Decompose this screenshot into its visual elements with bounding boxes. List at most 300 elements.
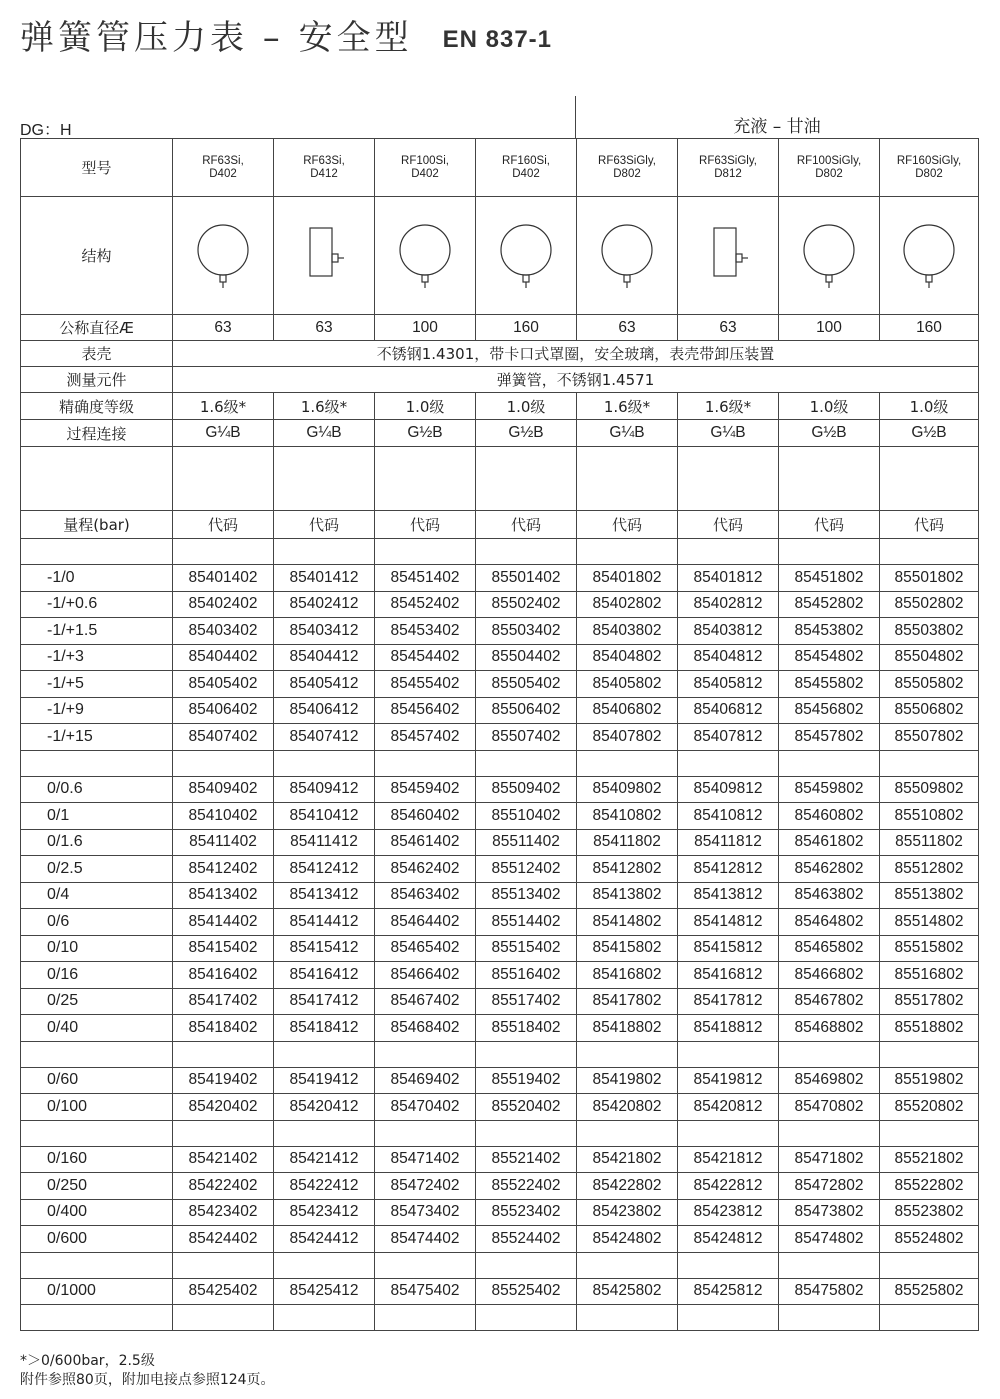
element-row — [21, 367, 979, 393]
product-code: 85413802 — [577, 882, 678, 909]
range-value: 0/0.6 — [21, 776, 173, 803]
diameter-value: 63 — [173, 315, 274, 341]
product-code: 85473802 — [779, 1199, 880, 1226]
accuracy-value: 1.0级 — [476, 393, 577, 420]
table-row — [21, 1278, 979, 1305]
product-code: 85474402 — [375, 1226, 476, 1253]
model-name: RF63SiGly, — [598, 154, 656, 167]
accuracy-value: 1.0级 — [779, 393, 880, 420]
product-code: 85525802 — [880, 1278, 979, 1305]
empty-cell — [678, 750, 779, 776]
code-header: 代码 — [476, 511, 577, 539]
product-code: 85523802 — [880, 1199, 979, 1226]
product-code: 85414412 — [274, 909, 375, 936]
product-code: 85464402 — [375, 909, 476, 936]
product-code: 85425802 — [577, 1278, 678, 1305]
product-code: 85406402 — [173, 697, 274, 724]
product-code: 85413812 — [678, 882, 779, 909]
empty-cell — [779, 1252, 880, 1278]
table-row — [21, 1094, 979, 1121]
product-code: 85404812 — [678, 644, 779, 671]
product-code: 85418802 — [577, 1015, 678, 1042]
table-row — [21, 1199, 979, 1226]
range-value: 0/600 — [21, 1226, 173, 1253]
product-code: 85422812 — [678, 1173, 779, 1200]
product-code: 85517402 — [476, 988, 577, 1015]
product-code: 85451402 — [375, 565, 476, 592]
product-code: 85525402 — [476, 1278, 577, 1305]
product-code: 85470402 — [375, 1094, 476, 1121]
empty-cell — [274, 1041, 375, 1067]
product-code: 85418402 — [173, 1015, 274, 1042]
table-row — [21, 565, 979, 592]
product-code: 85416802 — [577, 962, 678, 989]
product-code: 85415412 — [274, 935, 375, 962]
product-code: 85404802 — [577, 644, 678, 671]
product-code: 85455802 — [779, 671, 880, 698]
gauge-round-bottom-icon — [899, 218, 959, 294]
product-code: 85519402 — [476, 1067, 577, 1094]
empty-cell — [375, 447, 476, 511]
table-row — [21, 988, 979, 1015]
product-code: 85461802 — [779, 829, 880, 856]
table-row — [21, 1067, 979, 1094]
empty-cell — [21, 1252, 173, 1278]
connection-value: G½B — [375, 420, 476, 447]
product-code: 85469402 — [375, 1067, 476, 1094]
code-header: 代码 — [375, 511, 476, 539]
product-code: 85452402 — [375, 591, 476, 618]
product-code: 85421402 — [173, 1146, 274, 1173]
product-code: 85510402 — [476, 803, 577, 830]
structure-cell — [577, 197, 678, 315]
connection-value: G¼B — [274, 420, 375, 447]
model-code: D412 — [310, 167, 338, 180]
product-code: 85415402 — [173, 935, 274, 962]
product-code: 85409402 — [173, 776, 274, 803]
spacer-row — [21, 1120, 979, 1146]
accuracy-value: 1.0级 — [880, 393, 979, 420]
spacer-row — [21, 750, 979, 776]
product-code: 85421812 — [678, 1146, 779, 1173]
product-code: 85416402 — [173, 962, 274, 989]
product-code: 85411412 — [274, 829, 375, 856]
product-code: 85455402 — [375, 671, 476, 698]
range-value: 0/160 — [21, 1146, 173, 1173]
empty-cell — [476, 539, 577, 565]
product-code: 85411802 — [577, 829, 678, 856]
range-value: 0/400 — [21, 1199, 173, 1226]
product-code: 85402412 — [274, 591, 375, 618]
product-code: 85417812 — [678, 988, 779, 1015]
product-code: 85514402 — [476, 909, 577, 936]
model-cell — [173, 139, 274, 197]
product-code: 85412412 — [274, 856, 375, 883]
product-code: 85457802 — [779, 724, 880, 751]
product-code: 85505802 — [880, 671, 979, 698]
product-code: 85422412 — [274, 1173, 375, 1200]
product-code: 85502802 — [880, 591, 979, 618]
empty-cell — [476, 1120, 577, 1146]
table-row — [21, 1173, 979, 1200]
structure-cell — [678, 197, 779, 315]
product-code: 85407812 — [678, 724, 779, 751]
range-value: -1/+1.5 — [21, 618, 173, 645]
empty-cell — [678, 539, 779, 565]
product-code: 85459802 — [779, 776, 880, 803]
product-code: 85475802 — [779, 1278, 880, 1305]
model-cell — [274, 139, 375, 197]
code-header: 代码 — [880, 511, 979, 539]
product-code: 85425412 — [274, 1278, 375, 1305]
product-code: 85453802 — [779, 618, 880, 645]
diameter-label: 公称直径Æ — [21, 315, 173, 341]
product-code: 85415812 — [678, 935, 779, 962]
product-code: 85463802 — [779, 882, 880, 909]
model-row — [21, 139, 979, 197]
product-code: 85413412 — [274, 882, 375, 909]
range-value: -1/0 — [21, 565, 173, 592]
product-code: 85410802 — [577, 803, 678, 830]
product-code: 85468402 — [375, 1015, 476, 1042]
footnote-1: *＞0/600bar，2.5级 — [20, 1353, 155, 1369]
table-row — [21, 1015, 979, 1042]
product-code: 85405802 — [577, 671, 678, 698]
empty-cell — [274, 447, 375, 511]
product-code: 85506402 — [476, 697, 577, 724]
accuracy-value: 1.6级* — [173, 393, 274, 420]
empty-cell — [577, 539, 678, 565]
product-code: 85406802 — [577, 697, 678, 724]
product-code: 85413402 — [173, 882, 274, 909]
model-code: D812 — [714, 167, 742, 180]
product-code: 85412812 — [678, 856, 779, 883]
empty-cell — [21, 1120, 173, 1146]
range-value: 0/10 — [21, 935, 173, 962]
product-code: 85411812 — [678, 829, 779, 856]
product-code: 85406812 — [678, 697, 779, 724]
diameter-value: 100 — [779, 315, 880, 341]
range-value: 0/2.5 — [21, 856, 173, 883]
code-header: 代码 — [577, 511, 678, 539]
product-code: 85423802 — [577, 1199, 678, 1226]
diameter-row — [21, 315, 979, 341]
connection-value: G¼B — [577, 420, 678, 447]
product-code: 85414812 — [678, 909, 779, 936]
model-cell — [880, 139, 979, 197]
product-code: 85411402 — [173, 829, 274, 856]
connection-row — [21, 420, 979, 447]
product-code: 85456802 — [779, 697, 880, 724]
empty-cell — [21, 539, 173, 565]
connection-value: G½B — [476, 420, 577, 447]
table-row — [21, 697, 979, 724]
case-label: 表壳 — [21, 341, 173, 367]
accuracy-value: 1.6级* — [577, 393, 678, 420]
range-value: 0/6 — [21, 909, 173, 936]
product-code: 85510802 — [880, 803, 979, 830]
product-code: 85416812 — [678, 962, 779, 989]
product-code: 85412802 — [577, 856, 678, 883]
model-name: RF160SiGly, — [896, 154, 962, 167]
empty-cell — [779, 1305, 880, 1331]
table-row — [21, 644, 979, 671]
range-value: 0/250 — [21, 1173, 173, 1200]
table-row — [21, 856, 979, 883]
product-code: 85424412 — [274, 1226, 375, 1253]
spacer-row — [21, 1305, 979, 1331]
empty-cell — [577, 750, 678, 776]
product-code: 85521402 — [476, 1146, 577, 1173]
empty-cell — [21, 750, 173, 776]
code-header: 代码 — [274, 511, 375, 539]
model-name: RF100Si, — [401, 154, 449, 167]
product-code: 85419402 — [173, 1067, 274, 1094]
empty-cell — [274, 750, 375, 776]
structure-cell — [779, 197, 880, 315]
product-code: 85470802 — [779, 1094, 880, 1121]
product-code: 85410412 — [274, 803, 375, 830]
product-code: 85420412 — [274, 1094, 375, 1121]
empty-cell — [678, 1305, 779, 1331]
product-code: 85475402 — [375, 1278, 476, 1305]
empty-cell — [880, 1120, 979, 1146]
product-code: 85420812 — [678, 1094, 779, 1121]
empty-cell — [375, 1041, 476, 1067]
dg-label: DG：H — [20, 122, 72, 139]
product-code: 85513802 — [880, 882, 979, 909]
model-name: RF160Si, — [502, 154, 550, 167]
gauge-round-bottom-icon — [193, 218, 253, 294]
product-code: 85423412 — [274, 1199, 375, 1226]
product-code: 85425812 — [678, 1278, 779, 1305]
empty-cell — [779, 1120, 880, 1146]
empty-cell — [577, 1305, 678, 1331]
empty-cell — [779, 1041, 880, 1067]
product-code: 85405812 — [678, 671, 779, 698]
empty-cell — [173, 447, 274, 511]
product-code: 85406412 — [274, 697, 375, 724]
range-value: 0/100 — [21, 1094, 173, 1121]
range-value: 0/4 — [21, 882, 173, 909]
product-code: 85422402 — [173, 1173, 274, 1200]
table-row — [21, 776, 979, 803]
table-row — [21, 1226, 979, 1253]
empty-cell — [476, 750, 577, 776]
model-code: D402 — [411, 167, 439, 180]
empty-cell — [476, 1252, 577, 1278]
product-code: 85452802 — [779, 591, 880, 618]
diameter-value: 63 — [274, 315, 375, 341]
spacer-row — [21, 447, 979, 511]
product-code: 85466802 — [779, 962, 880, 989]
product-code: 85513402 — [476, 882, 577, 909]
product-code: 85503402 — [476, 618, 577, 645]
empty-cell — [880, 1305, 979, 1331]
structure-label: 结构 — [21, 197, 173, 315]
model-name: RF63Si, — [303, 154, 345, 167]
product-code: 85463402 — [375, 882, 476, 909]
product-code: 85519802 — [880, 1067, 979, 1094]
range-value: 0/60 — [21, 1067, 173, 1094]
element-text: 弹簧管，不锈钢1.4571 — [173, 367, 979, 393]
product-code: 85421412 — [274, 1146, 375, 1173]
product-code: 85472802 — [779, 1173, 880, 1200]
range-value: -1/+5 — [21, 671, 173, 698]
diameter-value: 63 — [678, 315, 779, 341]
case-row — [21, 341, 979, 367]
table-row — [21, 803, 979, 830]
empty-cell — [21, 1305, 173, 1331]
empty-cell — [880, 1252, 979, 1278]
product-code: 85465402 — [375, 935, 476, 962]
product-code: 85412402 — [173, 856, 274, 883]
product-code: 85524402 — [476, 1226, 577, 1253]
product-code: 85509802 — [880, 776, 979, 803]
case-text: 不锈钢1.4301，带卡口式罩圈，安全玻璃，表壳带卸压装置 — [173, 341, 979, 367]
title-text: 弹簧管压力表 – 安全型 — [20, 18, 413, 58]
product-code: 85401802 — [577, 565, 678, 592]
empty-cell — [173, 1120, 274, 1146]
table-row — [21, 909, 979, 936]
empty-cell — [21, 1041, 173, 1067]
product-code: 85421802 — [577, 1146, 678, 1173]
table-row — [21, 829, 979, 856]
model-name: RF100SiGly, — [796, 154, 862, 167]
range-value: -1/+9 — [21, 697, 173, 724]
product-code: 85418812 — [678, 1015, 779, 1042]
product-code: 85403802 — [577, 618, 678, 645]
gauge-round-bottom-icon — [597, 218, 657, 294]
empty-cell — [476, 1305, 577, 1331]
spacer-row — [21, 1252, 979, 1278]
product-code: 85502402 — [476, 591, 577, 618]
product-code: 85459402 — [375, 776, 476, 803]
product-code: 85515802 — [880, 935, 979, 962]
product-code: 85414802 — [577, 909, 678, 936]
product-code: 85403402 — [173, 618, 274, 645]
structure-cell — [880, 197, 979, 315]
empty-cell — [21, 447, 173, 511]
empty-cell — [678, 447, 779, 511]
product-code: 85407412 — [274, 724, 375, 751]
product-code: 85518802 — [880, 1015, 979, 1042]
model-cell — [779, 139, 880, 197]
product-code: 85467402 — [375, 988, 476, 1015]
product-code: 85423402 — [173, 1199, 274, 1226]
structure-cell — [375, 197, 476, 315]
product-code: 85401412 — [274, 565, 375, 592]
product-code: 85401812 — [678, 565, 779, 592]
product-code: 85466402 — [375, 962, 476, 989]
product-code: 85471802 — [779, 1146, 880, 1173]
product-code: 85460402 — [375, 803, 476, 830]
element-label: 测量元件 — [21, 367, 173, 393]
diameter-value: 160 — [476, 315, 577, 341]
model-name: RF63SiGly, — [699, 154, 757, 167]
product-code: 85424812 — [678, 1226, 779, 1253]
product-code: 85469802 — [779, 1067, 880, 1094]
table-row — [21, 618, 979, 645]
product-code: 85425402 — [173, 1278, 274, 1305]
product-code: 85410402 — [173, 803, 274, 830]
connection-label: 过程连接 — [21, 420, 173, 447]
product-code: 85515402 — [476, 935, 577, 962]
product-code: 85423812 — [678, 1199, 779, 1226]
spacer-row — [21, 539, 979, 565]
product-code: 85509402 — [476, 776, 577, 803]
range-label: 量程(bar) — [21, 511, 173, 539]
page-title — [20, 10, 552, 59]
table-row — [21, 724, 979, 751]
product-code: 85409412 — [274, 776, 375, 803]
empty-cell — [375, 750, 476, 776]
product-code: 85410812 — [678, 803, 779, 830]
empty-cell — [476, 1041, 577, 1067]
product-code: 85464802 — [779, 909, 880, 936]
product-code: 85401402 — [173, 565, 274, 592]
empty-cell — [274, 1120, 375, 1146]
product-code: 85517802 — [880, 988, 979, 1015]
product-code: 85523402 — [476, 1199, 577, 1226]
empty-cell — [779, 750, 880, 776]
spacer-row — [21, 1041, 979, 1067]
product-code: 85417402 — [173, 988, 274, 1015]
product-code: 85420402 — [173, 1094, 274, 1121]
footnote-2: 附件参照80页，附加电接点参照124页。 — [20, 1372, 275, 1388]
product-code: 85405412 — [274, 671, 375, 698]
empty-cell — [173, 1305, 274, 1331]
product-code: 85414402 — [173, 909, 274, 936]
product-code: 85419412 — [274, 1067, 375, 1094]
model-cell — [375, 139, 476, 197]
product-code: 85404412 — [274, 644, 375, 671]
product-code: 85512802 — [880, 856, 979, 883]
product-code: 85424402 — [173, 1226, 274, 1253]
product-code: 85468802 — [779, 1015, 880, 1042]
product-code: 85407802 — [577, 724, 678, 751]
empty-cell — [577, 447, 678, 511]
model-label: 型号 — [21, 139, 173, 197]
model-code: D802 — [613, 167, 641, 180]
table-row — [21, 882, 979, 909]
gauge-back-connection-icon — [698, 218, 758, 294]
empty-cell — [678, 1120, 779, 1146]
empty-cell — [880, 750, 979, 776]
accuracy-value: 1.6级* — [274, 393, 375, 420]
table-row — [21, 962, 979, 989]
accuracy-value: 1.6级* — [678, 393, 779, 420]
code-header: 代码 — [173, 511, 274, 539]
diameter-value: 63 — [577, 315, 678, 341]
product-code: 85461402 — [375, 829, 476, 856]
product-code: 85504402 — [476, 644, 577, 671]
empty-cell — [173, 1252, 274, 1278]
range-value: -1/+15 — [21, 724, 173, 751]
empty-cell — [577, 1120, 678, 1146]
product-code: 85415802 — [577, 935, 678, 962]
product-code: 85460802 — [779, 803, 880, 830]
product-code: 85417412 — [274, 988, 375, 1015]
product-code: 85472402 — [375, 1173, 476, 1200]
product-code: 85418412 — [274, 1015, 375, 1042]
product-code: 85521802 — [880, 1146, 979, 1173]
product-code: 85524802 — [880, 1226, 979, 1253]
table-row — [21, 935, 979, 962]
structure-row — [21, 197, 979, 315]
table-row — [21, 1146, 979, 1173]
accuracy-value: 1.0级 — [375, 393, 476, 420]
